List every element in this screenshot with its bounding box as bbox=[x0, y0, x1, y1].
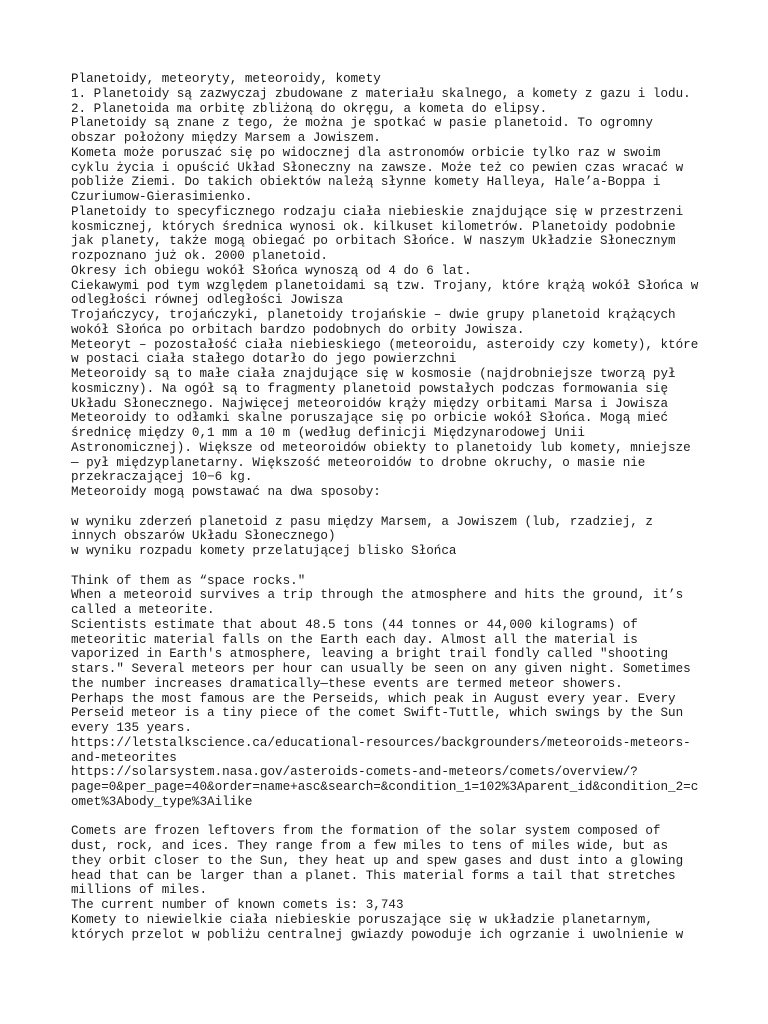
text-line: pobliże Ziemi. Do takich obiektów należą słynne komety Halleya, Hale’a-Boppa i bbox=[71, 175, 661, 190]
text-line: w postaci ciała stałego dotarło do jego powierzchni bbox=[71, 352, 457, 367]
text-line: Meteoroidy to odłamki skalne poruszające się po orbicie wokół Słońca. Mogą mieć bbox=[71, 411, 669, 426]
text-line: Comets are frozen leftovers from the formation of the solar system composed of bbox=[71, 824, 661, 839]
text-line: they orbit closer to the Sun, they heat up and spew gases and dust into a glowing bbox=[71, 853, 684, 868]
text-line: dust, rock, and ices. They range from a few miles to tens of miles wide, but as bbox=[71, 839, 669, 853]
text-line: https://letstalkscience.ca/educational-resources/backgrounders/meteoroids-meteors- bbox=[71, 735, 691, 750]
text-line: Perhaps the most famous are the Perseids, which peak in August every year. Every bbox=[71, 691, 676, 706]
text-line: Think of them as “space rocks." bbox=[71, 573, 306, 588]
text-line: — pył międzyplanetarny. Większość meteoroidów to drobne okruchy, o masie nie bbox=[71, 455, 646, 470]
text-line: Układu Słonecznego. Najwięcej meteoroidów krąży między orbitami Marsa i Jowisza bbox=[71, 396, 669, 411]
text-line: called a meteorite. bbox=[71, 603, 215, 617]
text-line: The current number of known comets is: 3,743 bbox=[71, 898, 404, 912]
text-line: Perseid meteor is a tiny piece of the comet Swift-Tuttle, which swings by the Sun bbox=[71, 706, 684, 721]
text-line: vaporized in Earth's atmosphere, leaving a bright trail fondly called "shooting bbox=[71, 647, 669, 662]
text-line: odległości równej odległości Jowisza bbox=[71, 293, 344, 308]
text-line: Astronomicznej). Większe od meteoroidów obiekty to planetoidy lub komety, mniejsze bbox=[71, 440, 691, 455]
text-line: przekraczającej 10−6 kg. bbox=[71, 470, 253, 485]
text-line: Okresy ich obiegu wokół Słońca wynoszą od 4 do 6 lat. bbox=[71, 263, 472, 278]
text-line: rozpoznano już ok. 2000 planetoid. bbox=[71, 249, 328, 263]
text-line: millions of miles. bbox=[71, 883, 208, 898]
text-line: 1. Planetoidy są zazwyczaj zbudowane z materiału skalnego, a komety z gazu i lodu. bbox=[71, 86, 691, 101]
text-line: Ciekawymi pod tym względem planetoidami są tzw. Trojany, które krążą wokół Słońca w bbox=[71, 278, 699, 293]
text-line: Planetoidy to specyficznego rodzaju ciała niebieskie znajdujące się w przestrzeni bbox=[71, 204, 684, 219]
text-line: cyklu życia i opuścić Układ Słoneczny na zawsze. Może też co pewien czas wracać w bbox=[71, 160, 684, 175]
text-line: When a meteoroid survives a trip through the atmosphere and hits the ground, it’s bbox=[71, 588, 684, 603]
text-line: Trojańczycy, trojańczyki, planetoidy trojańskie – dwie grupy planetoid krążących bbox=[71, 308, 676, 322]
text-line: page=0&per_page=40&order=name+asc&search=&condition_1=102%3Aparent_id&condition_2=c bbox=[71, 780, 699, 794]
text-line: meteoritic material falls on the Earth each day. Almost all the material is bbox=[71, 632, 638, 647]
text-line: omet%3Abody_type%3Ailike bbox=[71, 794, 253, 809]
text-line: obszar położony między Marsem a Jowiszem. bbox=[71, 131, 381, 145]
text-line: jak planety, także mogą obiegać po orbitach Słońce. W naszym Układzie Słonecznym bbox=[71, 234, 676, 249]
text-line: Meteoroidy mogą powstawać na dwa sposoby: bbox=[71, 485, 381, 499]
text-line: and-meteorites bbox=[71, 750, 177, 765]
text-line: Meteoroidy są to małe ciała znajdujące się w kosmosie (najdrobniejsze tworzą pył bbox=[71, 367, 676, 381]
text-line: wokół Słońca po orbitach bardzo podobnych do orbity Jowisza. bbox=[71, 322, 525, 337]
text-line: stars." Several meteors per hour can usually be seen on any given night. Sometimes bbox=[71, 662, 691, 676]
document-text bbox=[71, 72, 711, 942]
text-line bbox=[71, 559, 711, 574]
text-line: kosmicznej, których średnica wynosi ok. kilkuset kilometrów. Planetoidy podobnie bbox=[71, 219, 676, 234]
text-line: w wyniku zderzeń planetoid z pasu między Marsem, a Jowiszem (lub, rzadziej, z bbox=[71, 514, 653, 529]
text-line: the number increases dramatically—these events are termed meteor showers. bbox=[71, 676, 623, 691]
text-line: w wyniku rozpadu komety przelatującej blisko Słońca bbox=[71, 544, 457, 558]
text-line: Planetoidy są znane z tego, że można je spotkać w pasie planetoid. To ogromny bbox=[71, 116, 653, 131]
text-line bbox=[71, 500, 711, 515]
text-line: https://solarsystem.nasa.gov/asteroids-comets-and-meteors/comets/overview/? bbox=[71, 765, 638, 780]
text-line: 2. Planetoida ma orbitę zbliżoną do okręgu, a kometa do elipsy. bbox=[71, 101, 548, 116]
text-line bbox=[71, 810, 711, 825]
text-line: head that can be larger than a planet. This material forms a tail that stretches bbox=[71, 868, 676, 883]
text-line: Czuriumow-Gierasimienko. bbox=[71, 190, 253, 204]
text-line: średnicę między 0,1 mm a 10 m (według definicji Międzynarodowej Unii bbox=[71, 426, 585, 440]
text-line: Meteoryt – pozostałość ciała niebieskiego (meteoroidu, asteroidy czy komety), które bbox=[71, 337, 699, 352]
text-line: Komety to niewielkie ciała niebieskie poruszające się w układzie planetarnym, bbox=[71, 912, 653, 927]
text-line: Planetoidy, meteoryty, meteoroidy, komety bbox=[71, 72, 381, 86]
text-line: kosmiczny). Na ogół są to fragmenty planetoid powstałych podczas formowania się bbox=[71, 381, 669, 396]
text-line: których przelot w pobliżu centralnej gwiazdy powoduje ich ogrzanie i uwolnienie w bbox=[71, 927, 684, 942]
text-line: Kometa może poruszać się po widocznej dla astronomów orbicie tylko raz w swoim bbox=[71, 145, 661, 160]
text-line: Scientists estimate that about 48.5 tons (44 tonnes or 44,000 kilograms) of bbox=[71, 617, 638, 632]
text-line: innych obszarów Układu Słonecznego) bbox=[71, 529, 336, 544]
text-line: every 135 years. bbox=[71, 721, 192, 735]
